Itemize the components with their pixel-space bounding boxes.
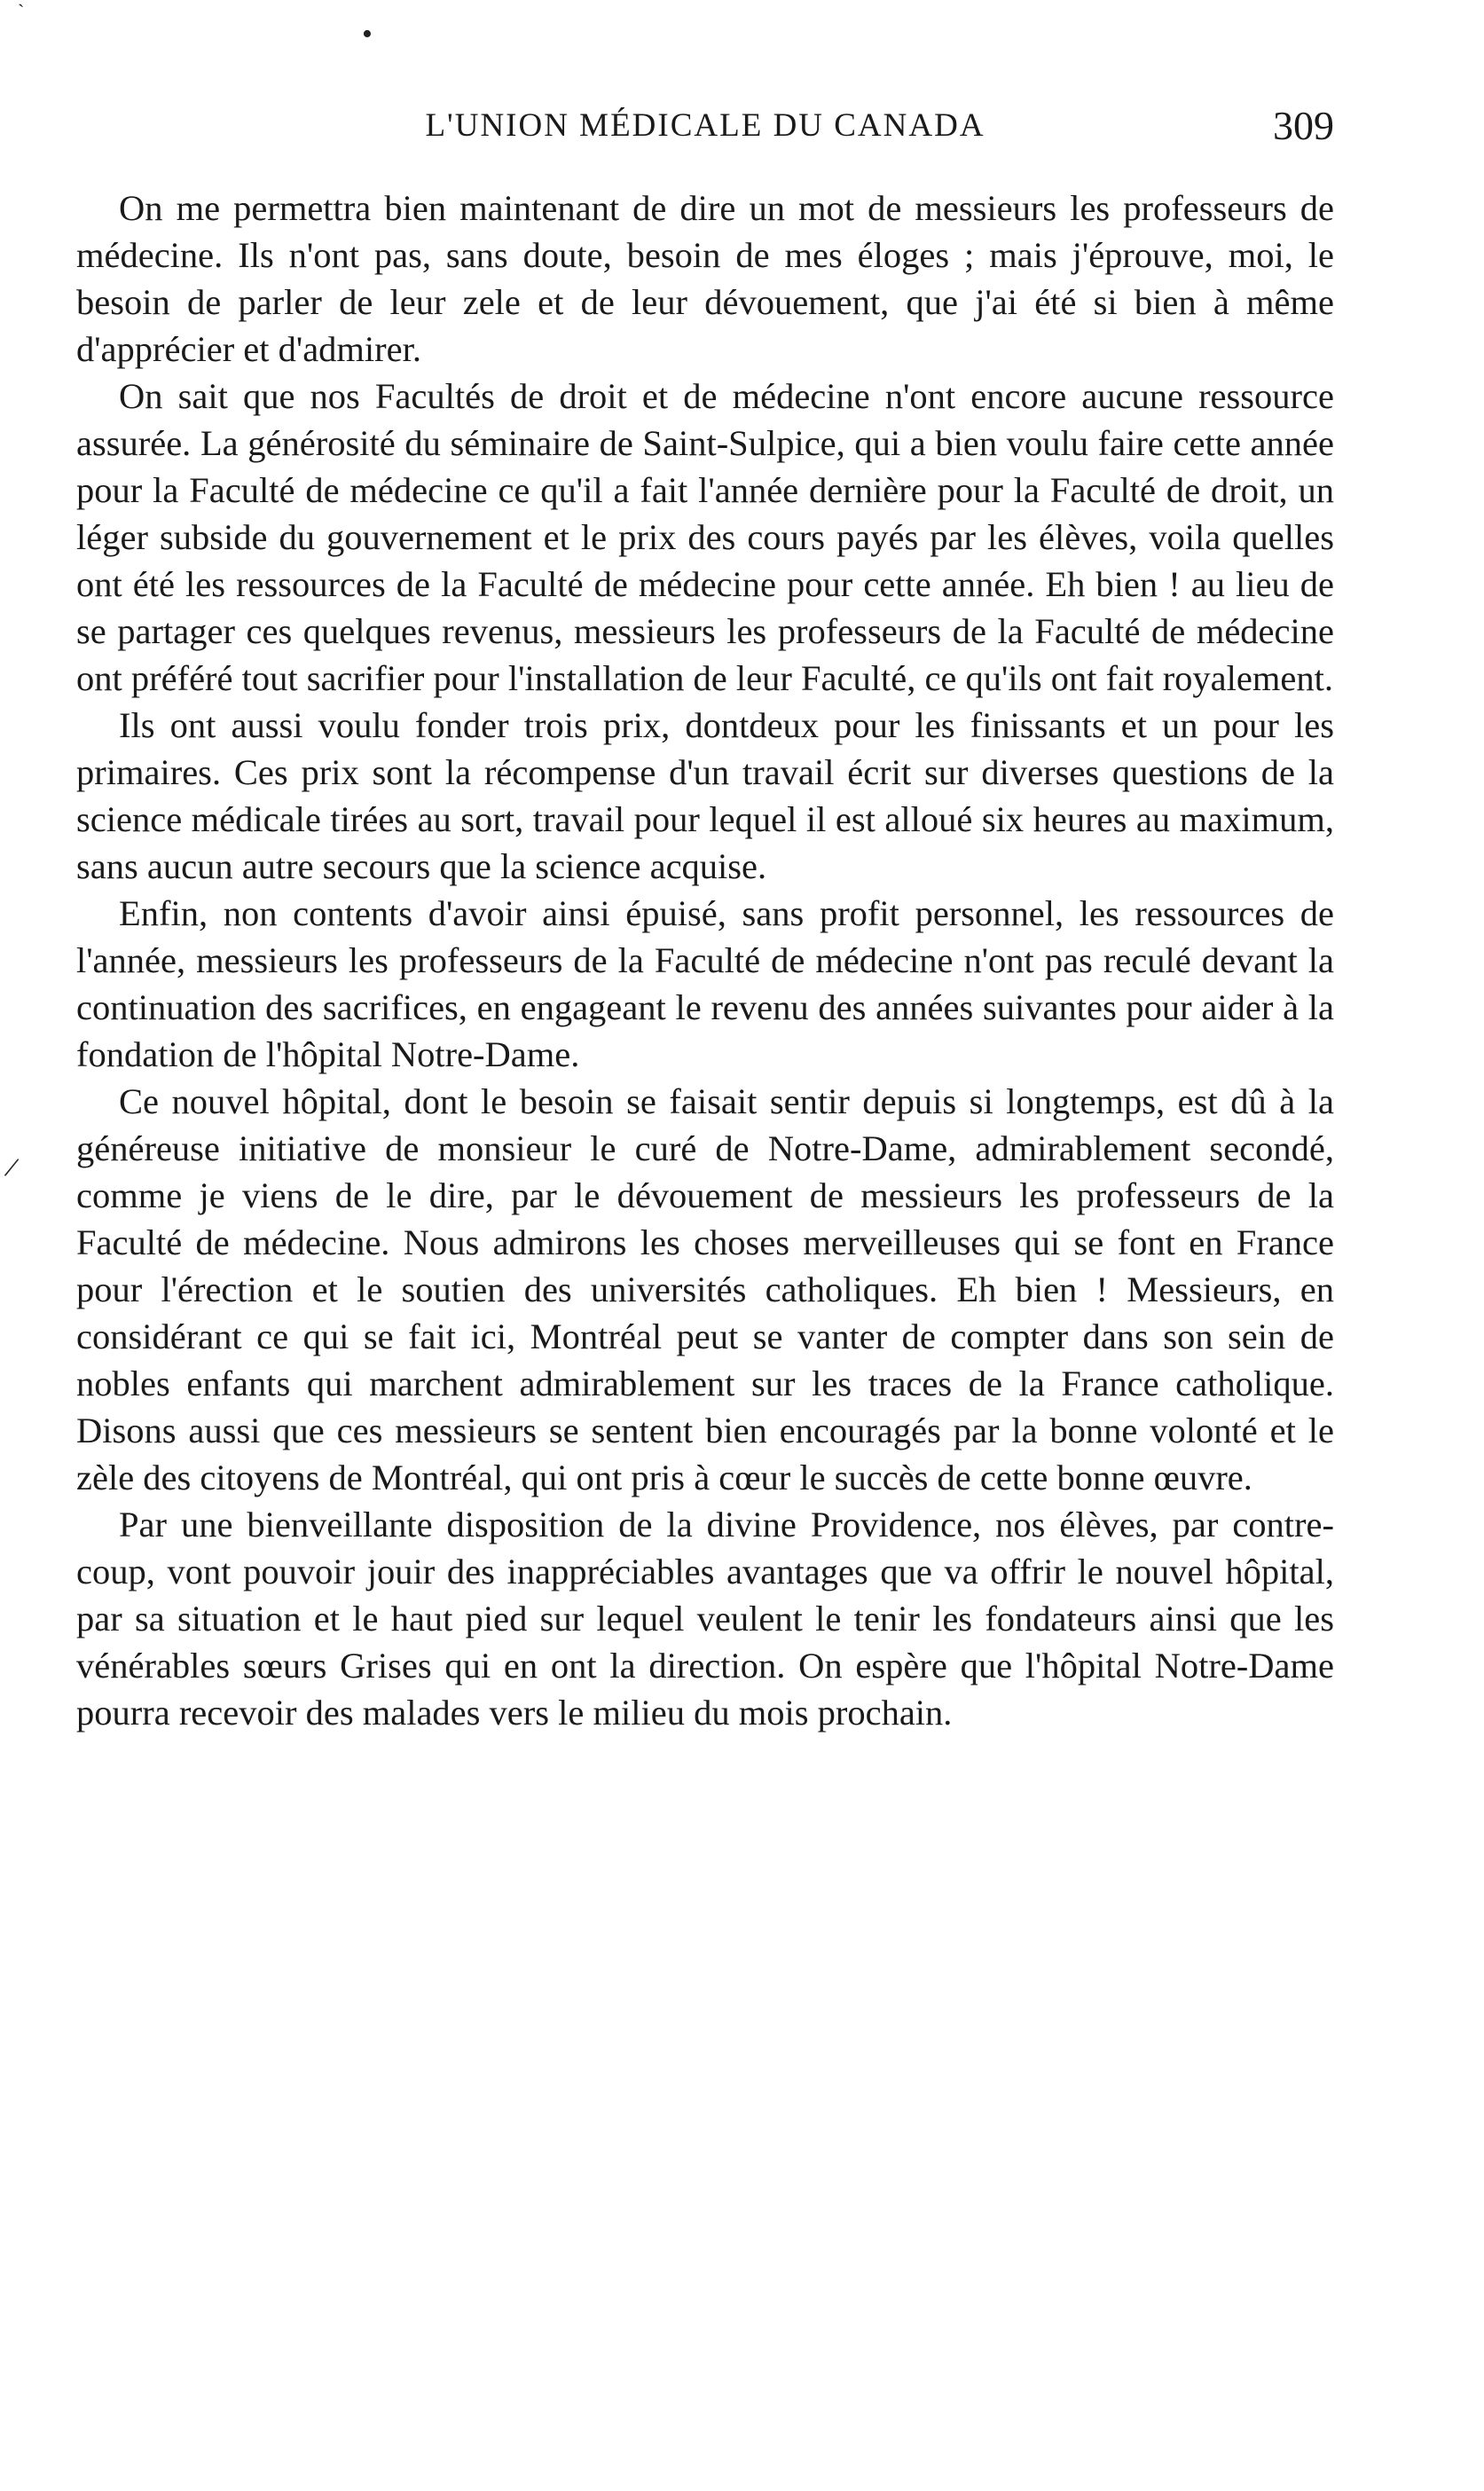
paragraph: On sait que nos Facultés de droit et de médecine n'ont encore aucune ressource assurée. La générosité du séminaire de Saint-Sulpice, qui a bien voulu faire cette année pour la Faculté de médecine ce qu'il a fait l'année dernière pour la Faculté de droit, un léger subside du gouvernement et le prix des cours payés par les élèves, voila quelles ont été les ressources de la Faculté de médecine pour cette année. Eh bien ! au lieu de se partager ces quelques revenus, messieurs les professeurs de la Faculté de médecine ont préféré tout sacrifier pour l'installation de leur Faculté, ce qu'ils ont fait royalement.	[76, 376, 1334, 698]
paragraph: Par une bienveillante disposition de la divine Providence, nos élèves, par contre-coup, vont pouvoir jouir des inappréciables avantages que va offrir le nouvel hôpital, par sa situation et le haut pied sur lequel veulent le tenir les fondateurs ainsi que les vénérables sœurs Grises qui en ont la direction. On espère que l'hôpital Notre-Dame pourra recevoir des malades vers le milieu du mois prochain.	[76, 1505, 1334, 1733]
scan-speck: `	[18, 0, 25, 22]
paragraph: Enfin, non contents d'avoir ainsi épuisé, sans profit personnel, les ressources de l'année, messieurs les professeurs de la Faculté de médecine n'ont pas reculé devant la continuation des sacrifices, en engageant le revenu des années suivantes pour aider à la fondation de l'hôpital Notre-Dame.	[76, 893, 1334, 1074]
running-header	[76, 99, 1334, 153]
body-text	[76, 185, 1334, 1736]
running-title: L'UNION MÉDICALE DU CANADA	[425, 107, 985, 144]
paragraph: Ils ont aussi voulu fonder trois prix, dontdeux pour les finissants et un pour les primaires. Ces prix sont la récompense d'un travail écrit sur diverses questions de la science médicale tirées au sort, travail pour lequel il est alloué six heures au maximum, sans aucun autre secours que la science acquise.	[76, 705, 1334, 886]
paragraph: On me permettra bien maintenant de dire un mot de messieurs les professeurs de médecine. Ils n'ont pas, sans doute, besoin de mes éloges ; mais j'éprouve, moi, le besoin de parler de leur zele et de leur dévouement, que j'ai été si bien à même d'apprécier et d'admirer.	[76, 188, 1334, 369]
paragraph: Ce nouvel hôpital, dont le besoin se faisait sentir depuis si longtemps, est dû à la généreuse initiative de monsieur le curé de Notre-Dame, admirablement secondé, comme je viens de le dire, par le dévouement de messieurs les professeurs de la Faculté de médecine. Nous admirons les choses merveilleuses qui se font en France pour l'érection et le soutien des universités catholiques. Eh bien ! Messieurs, en considérant ce qui se fait ici, Montréal peut se vanter de compter dans son sein de nobles enfants qui marchent admirablement sur les traces de la France catholique. Disons aussi que ces messieurs se sentent bien encouragés par la bonne volonté et le zèle des citoyens de Montréal, qui ont pris à cœur le succès de cette bonne œuvre.	[76, 1081, 1334, 1497]
margin-mark: /	[2, 1151, 21, 1185]
page-number: 309	[1273, 103, 1334, 148]
scan-dot: •	[362, 18, 373, 51]
